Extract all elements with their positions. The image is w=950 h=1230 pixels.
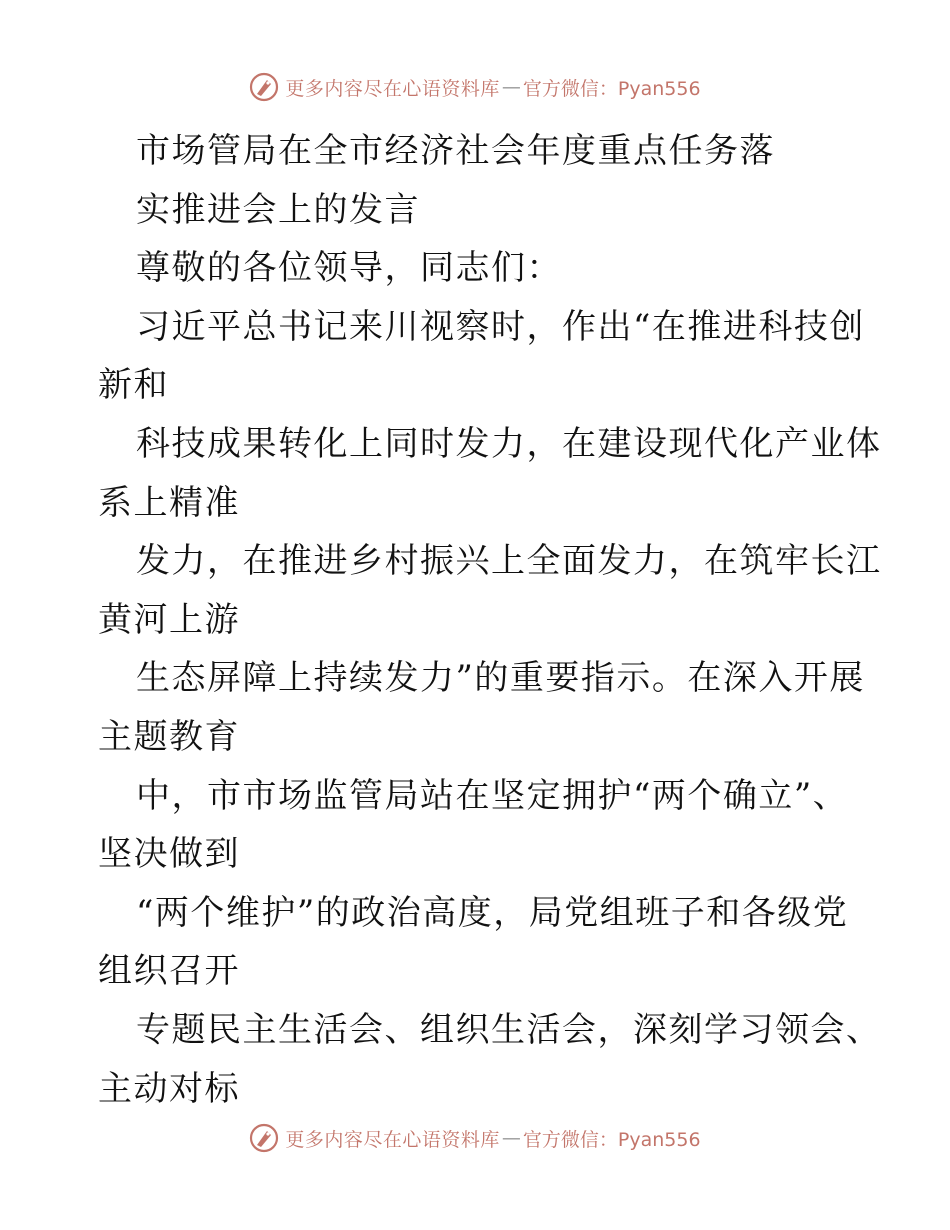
- footer-watermark: [0, 1123, 950, 1153]
- header-watermark: [0, 72, 950, 102]
- text-line: 主题教育: [98, 716, 240, 757]
- text-line: 主动对标: [98, 1068, 240, 1109]
- text-line: 科技成果转化上同时发力，在建设现代化产业体: [136, 423, 882, 464]
- text-line: 市场管局在全市经济社会年度重点任务落: [136, 131, 775, 171]
- text-line: 组织召开: [98, 951, 240, 992]
- watermark-wechat-text: 官方微信：Pyan556: [522, 1128, 701, 1151]
- watermark-site-text: 更多内容尽在心语资料库: [285, 1128, 500, 1151]
- document-body: [98, 122, 882, 1118]
- text-line: 系上精准: [98, 482, 240, 523]
- text-line: 实推进会上的发言: [136, 189, 420, 230]
- text-line: 坚决做到: [98, 834, 240, 875]
- text-line: 生态屏障上持续发力”的重要指示。在深入开展: [136, 658, 865, 699]
- watermark-site-text: 更多内容尽在心语资料库: [285, 77, 500, 100]
- text-line: 黄河上游: [98, 599, 240, 640]
- text-line: 习近平总书记来川视察时，作出“在推进科技创: [136, 306, 865, 347]
- text-line: 专题民主生活会、组织生活会，深刻学习领会、: [136, 1009, 882, 1050]
- text-line: 新和: [98, 365, 169, 406]
- watermark-dash: —: [501, 76, 521, 98]
- text-line: 发力，在推进乡村振兴上全面发力，在筑牢长江: [136, 541, 882, 582]
- text-line: 中，市市场监管局站在坚定拥护“两个确立”、: [136, 775, 849, 816]
- watermark-wechat-text: 官方微信：Pyan556: [522, 77, 701, 100]
- text-line: 尊敬的各位领导，同志们：: [136, 248, 562, 289]
- text-line: “两个维护”的政治高度，局党组班子和各级党: [136, 892, 849, 933]
- pen-nib-circle-logo-icon: [249, 72, 279, 102]
- pen-nib-circle-logo-icon: [249, 1123, 279, 1153]
- watermark-dash: —: [501, 1127, 521, 1149]
